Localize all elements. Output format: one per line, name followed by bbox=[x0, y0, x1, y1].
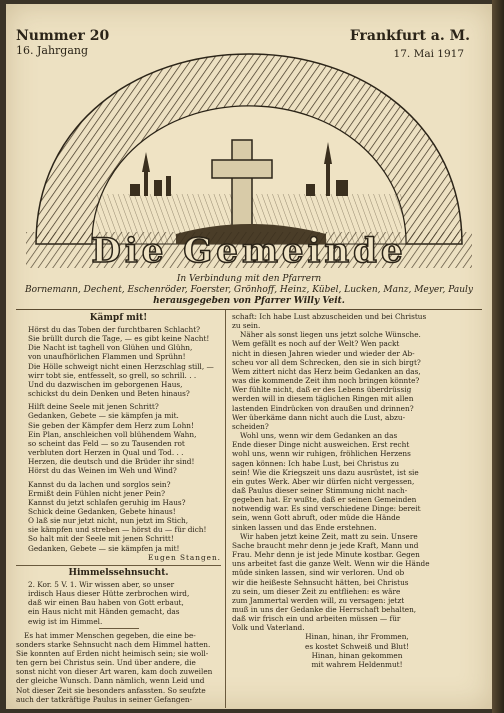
p3-line: sinken lassen und das Ende erstehnen. bbox=[232, 522, 377, 532]
closing-line: Hinan, hinan gekommen bbox=[311, 650, 403, 660]
poem3-line: So halt mit der Seele mit jenen Schritt! bbox=[28, 534, 174, 544]
right-column bbox=[232, 312, 482, 669]
subtitle-line-2: Bornemann, Dechent, Eschenröder, Foerster, Grönhoff, Heinz, Kübel, Lucken, Manz, Meyer, Pauly bbox=[25, 285, 473, 295]
p3-line: ein gutes Werk. Aber wir dürfen nicht vergessen, bbox=[232, 476, 415, 486]
poem3-line: Kannst du jetzt schlafen geruhig im Haus? bbox=[28, 497, 186, 507]
p2-line: Näher als sonst liegen uns jetzt solche Wünsche. bbox=[240, 330, 421, 340]
poem-stanza-3 bbox=[16, 480, 221, 553]
p1-line: zu sein. bbox=[232, 321, 261, 331]
poem3-line: Schick deine Gedanken, Gebete hinaus! bbox=[28, 506, 176, 516]
p2-line: Wer fühlte nicht, daß er des Lebens überdrüssig bbox=[232, 385, 412, 395]
newspaper-page bbox=[6, 4, 492, 709]
p2-line: Wem gefällt es noch auf der Welt? Wen packt bbox=[232, 339, 400, 349]
masthead-title-art: Die Gemeinde bbox=[91, 231, 407, 271]
closing-verse bbox=[232, 632, 482, 669]
volume-year: 16. Jahrgang bbox=[16, 44, 89, 57]
poem2-line: Gedanken, Gebete — sie kämpfen ja mit. bbox=[28, 411, 179, 421]
poem-signature: Eugen Stangen. bbox=[147, 552, 221, 562]
p3-line: daß Paulus dieser seiner Stimmung nicht nach- bbox=[232, 485, 408, 495]
verse-line: irdisch Haus dieser Hütte zerbrochen wird, bbox=[28, 589, 190, 599]
issue-number: Nummer 20 bbox=[16, 28, 110, 44]
verse-line: 2. Kor. 5 V. 1. Wir wissen aber, so unser bbox=[28, 579, 175, 589]
prose-line: Not dieser Zeit sie besonders anfassten. So seufzte bbox=[16, 685, 206, 695]
masthead-illustration bbox=[26, 44, 472, 272]
poem-stanza-2 bbox=[16, 402, 221, 475]
poem1-line: wirr tobt sie, entfesselt, so grell, so schrill. . . bbox=[28, 370, 197, 380]
poem3-line: O laß sie nur jetzt nicht, nun jetzt im Stich, bbox=[28, 516, 189, 526]
prose-line: sonst nicht von dieser Art waren, kam doch zuweilen bbox=[16, 667, 213, 677]
p4-line: zum Jammertal werden will, zu versagen: jetzt bbox=[232, 595, 405, 605]
p3-line: sagen können: Ich habe Lust, bei Christus zu bbox=[232, 458, 400, 468]
prose-line: sonders starke Sehnsucht nach dem Himmel hatten. bbox=[16, 639, 211, 649]
p4-line: daß wir frisch ein und arbeiten müssen — für bbox=[232, 614, 401, 624]
verse-line: daß wir einen Bau haben von Gott erbaut, bbox=[28, 598, 184, 608]
p4-line: Volk und Vaterland. bbox=[232, 623, 305, 633]
poem1-line: schickst du dein Denken und Beten hinaus? bbox=[28, 389, 190, 399]
poem1-line: Hörst du das Toben der furchtbaren Schlacht? bbox=[28, 325, 201, 334]
p2-line: nicht in diesen Jahren wieder und wieder der Ab- bbox=[232, 348, 415, 358]
p2-line: werden will in diesem täglichen Ringen mit allen bbox=[232, 394, 414, 404]
p2-line: was die kommende Zeit ihm noch bringen könnte? bbox=[232, 376, 420, 386]
p3-line: gegeben hat. Er wußte, daß er seinen Gemeinden bbox=[232, 495, 417, 505]
poem3-line: sie kämpfen und streben — hörst du — für dich! bbox=[28, 525, 207, 535]
poem1-line: Sie brüllt durch die Tage, — es gibt keine Nacht! bbox=[28, 334, 210, 344]
left-column bbox=[16, 312, 221, 704]
poem3-line: Ermißt dein Fühlen nicht jener Pein? bbox=[28, 488, 165, 498]
paragraph-2 bbox=[232, 330, 482, 431]
p4-line: Wir haben jetzt keine Zeit, matt zu sein. Unsere bbox=[240, 531, 418, 541]
poem1-line: von unaufhörlichen Flammen und Sprühn! bbox=[28, 352, 186, 362]
subtitle-line-3: herausgegeben von Pfarrer Willy Veit. bbox=[153, 296, 345, 306]
p1-line: schaft: Ich habe Lust abzuscheiden und bei Christus bbox=[232, 312, 427, 321]
p2-line: scheu vor all dem Schrecken, den sie in sich birgt? bbox=[232, 357, 421, 367]
p4-line: Frau. Mehr denn je ist jede Minute kostbar. Gegen bbox=[232, 550, 420, 560]
subtitle-line-1: In Verbindung mit den Pfarrern bbox=[176, 274, 322, 284]
prose-line: der gleiche Wunsch. Dann nämlich, wenn Leid und bbox=[16, 676, 205, 686]
poem-stanza-1 bbox=[16, 325, 221, 398]
article-title-himmel: Himmelssehnsucht. bbox=[68, 567, 169, 578]
p3-line: sein! Wie die Kriegszeit uns dazu ausrüstet, ist sie bbox=[232, 467, 419, 477]
poem3-line: Kannst du da lachen und sorglos sein? bbox=[28, 479, 171, 489]
paragraph-4 bbox=[232, 532, 482, 633]
poem2-line: Hörst du das Weinen im Weh und Wind? bbox=[28, 466, 177, 476]
closing-line: Hinan, hinan, ihr Frommen, bbox=[305, 632, 409, 642]
prose-line: auch der tatkräftige Paulus in seiner Gefangen- bbox=[16, 694, 193, 704]
p4-line: wir die heißeste Sehnsucht hätten, bei Christus bbox=[232, 577, 409, 587]
p2-line: lastenden Eindrücken von draußen und drinnen? bbox=[232, 403, 414, 413]
poem2-line: Hilft deine Seele mit jenen Schritt? bbox=[28, 402, 159, 412]
prose-line: ten gern bei Christus sein. Und über andere, die bbox=[16, 658, 196, 668]
p4-line: muß in uns der Gedanke die Herrschaft behalten, bbox=[232, 605, 417, 614]
p2-line: scheiden? bbox=[232, 421, 269, 431]
prose-line: Es hat immer Menschen gegeben, die eine be- bbox=[24, 630, 196, 640]
paragraph-1 bbox=[232, 312, 482, 330]
p4-line: müde sinken lassen, sind wir verloren. Und ob bbox=[232, 568, 405, 578]
poem2-line: so scheint das Feld — so zu Tausenden rot bbox=[28, 438, 185, 448]
closing-line: mit wahrem Heldenmut! bbox=[311, 659, 403, 669]
p3-line: wohl uns, wenn wir ruhigen, fröhlichen Herzens bbox=[232, 449, 411, 459]
verse-line: ein Haus nicht mit Händen gemacht, das bbox=[28, 607, 180, 617]
closing-line: es kostet Schweiß und Blut! bbox=[305, 641, 409, 651]
city: Frankfurt a. M. bbox=[349, 28, 470, 44]
p3-line: Ende dieser Dinge nicht ausweichen. Erst recht bbox=[232, 440, 410, 450]
p3-line: Wohl uns, wenn wir dem Gedanken an das bbox=[240, 431, 398, 441]
poem1-line: Und du dazwischen im geborgenen Haus, bbox=[28, 379, 183, 389]
p4-line: uns arbeitet fast die ganze Welt. Wenn wir die Hände bbox=[232, 559, 430, 569]
p4-line: Sache braucht mehr denn je jede Kraft, Mann und bbox=[232, 540, 419, 550]
verse-line: ewig ist im Himmel. bbox=[28, 616, 103, 626]
poem2-line: verbluten dort Herzen in Qual und Tod. . . bbox=[28, 448, 184, 458]
poem1-line: Die Nacht ist taghell von Glühen und Glühn, bbox=[28, 343, 193, 353]
prose-line: Sie konnten auf Erden nicht heimisch sein; sie woll- bbox=[16, 649, 209, 658]
p2-line: Wer überkäme dann nicht auch die Lust, abzu- bbox=[232, 412, 406, 422]
poem3-line: Gedanken, Gebete — sie kämpfen ja mit! bbox=[28, 543, 180, 553]
issue-date: 17. Mai 1917 bbox=[393, 48, 464, 60]
poem2-line: Ein Plan, anschleichen voll blühendem Wahn, bbox=[28, 429, 197, 439]
paragraph-3 bbox=[232, 431, 482, 532]
divider bbox=[16, 309, 482, 310]
p3-line: sein, wenn Gott abruft, oder müde die Hände bbox=[232, 513, 401, 523]
article-prose bbox=[16, 631, 221, 704]
column-divider bbox=[225, 310, 226, 708]
poem2-line: Sie geben der Kämpfer dem Herz zum Lohn! bbox=[28, 420, 194, 430]
p4-line: zu sein, um dieser Zeit zu entfliehen: es wäre bbox=[232, 586, 401, 596]
p2-line: Wem zittert nicht das Herz beim Gedanken an das, bbox=[232, 366, 421, 376]
poem1-line: Die Hölle schweigt nicht einen Herzschlag still, — bbox=[28, 361, 214, 371]
p3-line: notwendig war. Es sind verschiedene Dinge: bereit bbox=[232, 504, 421, 514]
article-title-kaempf: Kämpf mit! bbox=[89, 313, 148, 323]
bible-verse bbox=[16, 580, 221, 626]
page-edge bbox=[492, 0, 504, 713]
poem2-line: Herzen, die deutsch und die Brüder ihr sind! bbox=[28, 457, 195, 467]
